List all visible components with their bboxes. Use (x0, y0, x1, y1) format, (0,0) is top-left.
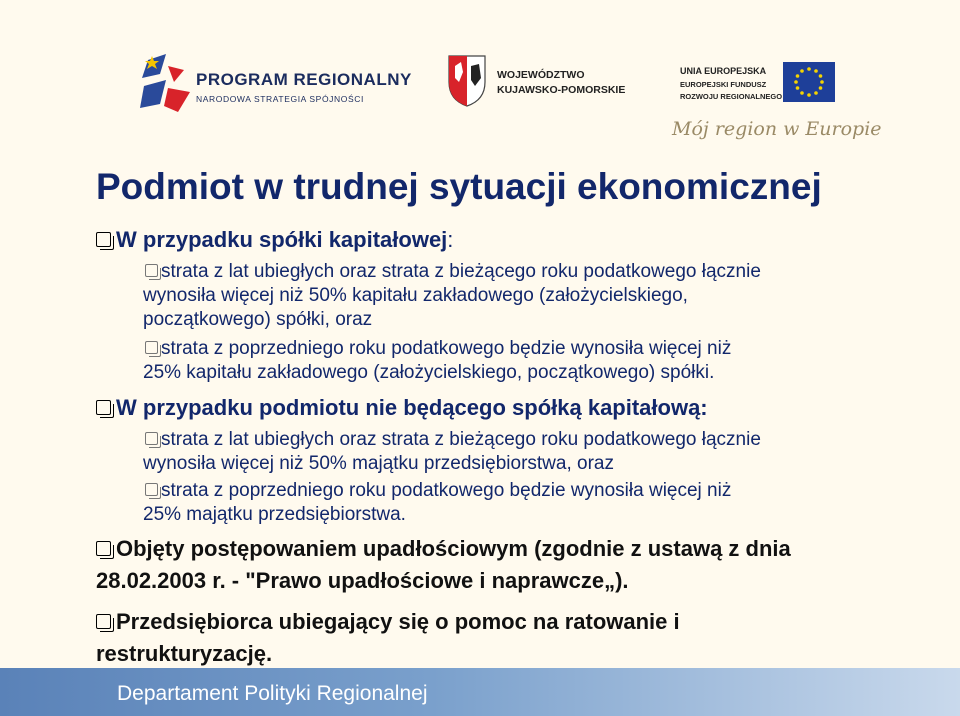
program-regionalny-subtitle: NARODOWA STRATEGIA SPÓJNOŚCI (196, 94, 364, 104)
s1-i2-l1-text: strata z poprzedniego roku podatkowego będzie wynosiła więcej niż (161, 338, 732, 359)
s4-l1-text: Przedsiębiorca ubiegający się o pomoc na ratowanie i (116, 609, 680, 634)
section1-item2-line2: 25% kapitału zakładowego (założycielskiego, początkowego) spółki. (143, 362, 715, 383)
section1-item2 (145, 337, 945, 385)
bullet-box-icon (96, 400, 111, 415)
section1-heading (96, 224, 453, 256)
s3-l1-text: Objęty postępowaniem upadłościowym (zgodnie z ustawą z dnia (116, 536, 791, 561)
sub-bullet-box-icon (145, 432, 158, 445)
section4-line2: restrukturyzację. (96, 641, 273, 666)
bullet-box-icon (96, 614, 111, 629)
section3 (96, 533, 791, 597)
program-regionalny-title: PROGRAM REGIONALNY (196, 70, 412, 89)
coat-of-arms-icon (447, 52, 487, 108)
section2-item1-line1 (145, 428, 945, 452)
s1-i1-l1-text: strata z lat ubiegłych oraz strata z bieżącego roku podatkowego łącznie (161, 261, 761, 282)
section1-colon: : (447, 227, 454, 252)
section2-heading-text: W przypadku podmiotu nie będącego spółką kapitałową: (116, 395, 708, 420)
section1-item2-line1 (145, 337, 945, 361)
eu-line1: UNIA EUROPEJSKA (680, 66, 767, 76)
wojewodztwo-line1: WOJEWÓDZTWO (497, 69, 585, 81)
section2-item1-line2: wynosiła więcej niż 50% majątku przedsiębiorstwa, oraz (143, 453, 614, 474)
section4-line1 (96, 606, 680, 638)
eu-logo (680, 62, 850, 112)
eu-line2: EUROPEJSKI FUNDUSZ (680, 80, 767, 89)
section2-item2-line2: 25% majątku przedsiębiorstwa. (143, 504, 406, 525)
section2-item2 (145, 479, 945, 527)
s2-i2-l1-text: strata z poprzedniego roku podatkowego będzie wynosiła więcej niż (161, 480, 732, 501)
sub-bullet-box-icon (145, 341, 158, 354)
section2-item1 (145, 428, 945, 476)
section1-heading-text: W przypadku spółki kapitałowej (116, 227, 448, 252)
footer-text: Departament Polityki Regionalnej (117, 682, 428, 705)
program-regionalny-logo (138, 52, 412, 122)
section2-heading (96, 392, 708, 424)
section4 (96, 606, 680, 670)
section1-item1-line3: początkowego) spółki, oraz (143, 309, 373, 330)
slogan: Mój region w Europie (672, 118, 882, 140)
eu-line3: ROZWOJU REGIONALNEGO (680, 92, 783, 101)
s2-i1-l1-text: strata z lat ubiegłych oraz strata z bieżącego roku podatkowego łącznie (161, 429, 761, 450)
sub-bullet-box-icon (145, 483, 158, 496)
section3-line2: 28.02.2003 r. - "Prawo upadłościowe i naprawcze„). (96, 568, 629, 593)
wojewodztwo-logo (447, 52, 627, 122)
section1-item1-line1 (145, 260, 945, 284)
section3-line1 (96, 533, 791, 565)
eu-flag-icon (783, 62, 835, 102)
page-title: Podmiot w trudnej sytuacji ekonomicznej (96, 166, 822, 207)
section1-item1 (145, 260, 945, 332)
bullet-box-icon (96, 232, 111, 247)
bullet-box-icon (96, 541, 111, 556)
section1-item1-line2: wynosiła więcej niż 50% kapitału zakładowego (założycielskiego, (143, 285, 688, 306)
wojewodztwo-line2: KUJAWSKO-POMORSKIE (497, 84, 626, 96)
program-regionalny-emblem-icon (138, 52, 194, 122)
section2-item2-line1 (145, 479, 945, 503)
sub-bullet-box-icon (145, 264, 158, 277)
